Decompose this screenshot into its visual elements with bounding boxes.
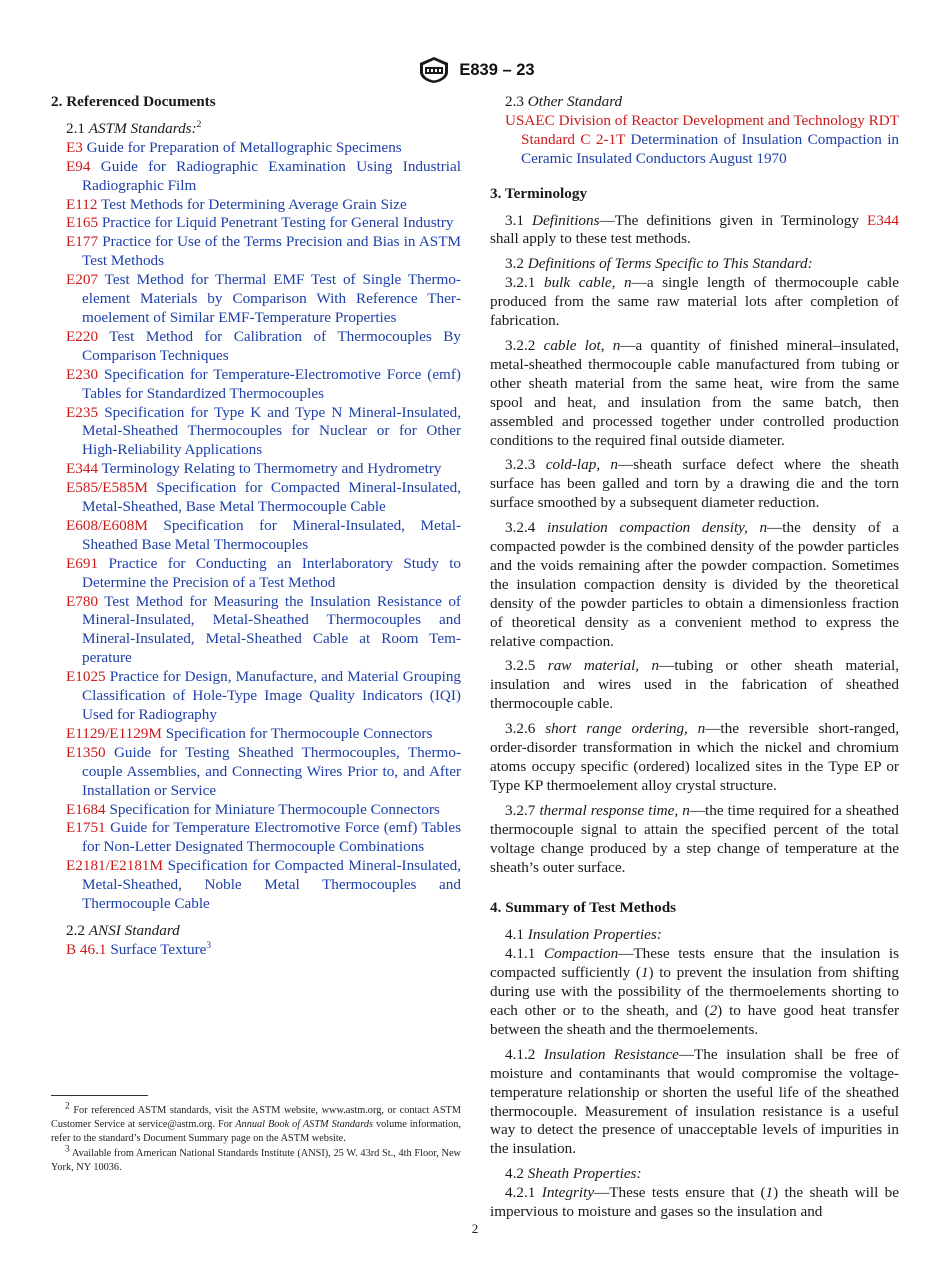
paragraph-3-2 [490,255,899,274]
reference-code-link[interactable]: E344 [866,211,900,229]
subsection-title: Other Standard [527,93,623,110]
reference-title-link[interactable]: Guide for Testing Sheathed Thermocouples, Thermocouple Assemblies, and Connecting Wires Prior to, and After Installation or Service [82,743,461,799]
paragraph-text: —The definitions given in Terminology [599,211,859,229]
footnote-text: volume information, refer to the standard’s Document Summary page on the ASTM website. [51,1119,461,1145]
paragraph-number: 3.2 [505,255,524,273]
list-marker: 1 [765,1184,774,1202]
reference-code-link[interactable]: E1684 [66,800,106,818]
paragraph-number: 3.2.2 [505,336,536,354]
footnote-ref: 3 [206,940,212,951]
footnote-divider [51,1095,148,1096]
reference-item [51,404,461,461]
paragraph-number: 3.2.1 [505,274,536,292]
footnote-2 [51,1101,461,1147]
paragraph-4-2 [490,1165,899,1184]
paragraph-text: —These tests ensure that the insulation is compacted sufficiently ( [490,945,900,982]
definition-paragraph [490,802,899,878]
reference-title-link[interactable]: Specification for Miniature Thermocouple Connectors [109,800,440,818]
page-header [0,56,950,84]
definition-term: insulation compaction density, n [547,519,768,537]
definition-text: —a quantity of finished mineral–insulated, metal-sheathed thermocouple cable manufactured from tubing or other sheath material from the same heat, wire from the same spool and heat, and insulation from the same batch, then assembled and processed together under controlled production conditions to the required final outside diameter. [490,336,899,449]
reference-item [51,479,461,517]
reference-item [51,819,461,857]
paragraph-number: 3.2.3 [505,456,536,474]
reference-item [51,744,461,801]
reference-title-link[interactable]: Test Methods for Determining Average Grain Size [101,195,407,213]
reference-code-link[interactable]: E94 [66,157,91,175]
reference-code-link[interactable]: USAEC Division of Reactor Development and Technology RDT Standard C 2-1T [505,111,899,148]
paragraph-text: ) to have good heat transfer between the sheath and the thermoelements. [490,1001,900,1038]
reference-title-link[interactable]: Specification for Type K and Type N Mineral-Insulated, Metal-Sheathed Thermocouples for Nuclear or for Other High-Reliability Applications [82,403,462,459]
paragraph-number: 3.1 [505,211,524,229]
footnotes [51,1101,461,1175]
paragraph-text: —These tests ensure that ( [594,1184,766,1202]
definition-paragraph [490,720,899,796]
definition-paragraph [490,337,899,450]
footnote-italic: Annual Book of ASTM Standards [235,1119,373,1131]
reference-title-link[interactable]: Practice for Use of the Terms Precision and Bias in ASTM Test Methods [82,233,462,270]
reference-item [51,555,461,593]
footnote-text: Available from American National Standards Institute (ANSI), 25 W. 43rd St., 4th Floor, New York, NY 10036. [51,1147,461,1173]
definition-term: cold-lap, n [545,456,619,474]
paragraph-term: Compaction [543,945,619,963]
section-heading-summary: 4. Summary of Test Methods [490,899,677,917]
definition-term: bulk cable, n [543,274,632,292]
subsection-number: 2.2 [66,921,85,939]
reference-title-link[interactable]: Practice for Conducting an Interlaboratory Study to Determine the Precision of a Test Method [82,554,462,591]
reference-code-link[interactable]: E344 [66,460,99,478]
reference-item [51,517,461,555]
reference-item [51,857,461,914]
astm-logo-icon [415,56,453,84]
paragraph-number: 4.1.2 [505,1045,536,1063]
reference-code-link[interactable]: B 46.1 [66,940,107,958]
reference-code-link[interactable]: E585/E585M [66,479,148,497]
reference-title-link[interactable]: Guide for Radiographic Examination Using Industrial Radiographic Film [82,157,461,194]
reference-code-link[interactable]: E207 [66,271,99,289]
reference-item [51,214,461,233]
reference-code-link[interactable]: E1129/E1129M [66,724,162,742]
paragraph-number: 3.2.5 [505,657,536,675]
footnote-ref: 2 [196,119,202,130]
subsection-number: 2.3 [505,93,524,110]
paragraph-4-1-1 [490,945,899,1040]
footnote-mark: 2 [65,1101,70,1112]
reference-title-link[interactable]: Specification for Temperature-Electromotive Force (emf) Tables for Standardized Thermocouples [82,365,461,402]
paragraph-number: 3.2.4 [505,519,536,537]
paragraph-number: 4.2 [505,1165,524,1183]
reference-item [51,801,461,820]
paragraph-number: 4.2.1 [505,1184,536,1202]
footnote-text: For referenced ASTM standards, visit the ASTM website, www.astm.org, or contact ASTM Customer Service at service@astm.org. For [51,1105,461,1131]
definition-paragraph [490,456,899,513]
reference-title-link[interactable]: Test Method for Thermal EMF Test of Single Thermoelement Materials by Comparison With Reference Thermoelement of Similar EMF-Temperature Properties [82,271,461,326]
reference-item [51,593,461,669]
reference-code-link[interactable]: E3 [66,138,83,156]
paragraph-number: 3.2.7 [505,801,536,819]
standard-designation: E839 – 23 [459,60,535,79]
reference-code-link[interactable]: E608/E608M [66,516,148,534]
reference-title-link[interactable]: Test Method for Calibration of Thermocouples By Comparison Techniques [82,327,461,364]
page-number: 2 [471,1221,479,1236]
paragraph-title: Sheath Properties: [527,1165,642,1183]
reference-code-link[interactable]: E780 [66,592,99,610]
definition-term: thermal response time, n [539,801,690,819]
paragraph-text: ) the sheath will be impervious to moisture and gases so the insulation and [490,1184,900,1221]
subsection-number: 2.1 [66,119,85,137]
reference-code-link[interactable]: E1025 [66,668,106,686]
reference-item [51,328,461,366]
paragraph-title: Insulation Properties: [527,926,662,944]
paragraph-term: Definitions [532,211,600,229]
subsection-2-1 [51,120,461,139]
reference-title-link[interactable]: Specification for Compacted Mineral-Insulated, Metal-Sheathed, Base Metal Thermocouple Cable [82,479,461,516]
reference-title-link[interactable]: Determination of Insulation Compaction in Ceramic Insulated Conductors August 1970 [521,130,900,167]
footnote-3 [51,1144,461,1175]
paragraph-4-1-2 [490,1046,899,1159]
reference-title-link[interactable]: Test Method for Measuring the Insulation Resistance of Mineral-Insulated, Metal-Sheathed Thermocouples and Mineral-Insulated, Metal-Sheathed Cable at Room Temperature [82,592,461,667]
reference-item [51,668,461,725]
reference-title-link[interactable]: Practice for Liquid Penetrant Testing for General Industry [101,214,454,232]
reference-title-link[interactable]: Terminology Relating to Thermometry and Hydrometry [101,460,442,478]
reference-code-link[interactable]: E1751 [66,819,106,837]
reference-item-ansi [51,941,461,960]
right-column [490,93,899,1228]
reference-code-link[interactable]: E112 [66,195,98,213]
reference-code-link[interactable]: E165 [66,214,99,232]
reference-code-link[interactable]: E691 [66,554,99,572]
paragraph-number: 3.2.6 [505,720,536,738]
reference-code-link[interactable]: E235 [66,403,99,421]
definition-paragraph [490,274,899,331]
paragraph-number: 4.1 [505,926,524,944]
definition-text: —the density of a compacted powder is the combined density of the powder particles and the voids remaining after the powder compaction. Sometimes the insulation compaction density is divided by the theoretical density of the powder particles to obtain a dimensionless fraction of theoretical density as a convenient method to express the relative compaction. [490,519,900,650]
definition-text: —sheath surface defect where the sheath surface has been galled and torn by a drawing die and the torn surface smoothed by a subsequent diameter reduction. [490,456,899,512]
paragraph-4-2-1 [490,1184,899,1222]
footnote-mark: 3 [65,1144,70,1155]
definition-text: —the time required for a sheathed thermocouple signal to attain the specified percent of the total voltage change produced by a step change of temperature at the sheath’s outer surface. [490,801,900,876]
list-marker: 2 [709,1001,718,1019]
subsection-2-2 [51,922,461,941]
paragraph-text: ) to prevent the insulation from shifting during use with the possibility of the thermoelements shorting to each other or to the sheath, and ( [490,964,899,1019]
definition-text: —a single length of thermocouple cable produced from the same raw material lots after completion of fabrication. [490,274,899,330]
paragraph-title: Definitions of Terms Specific to This Standard: [527,255,813,273]
reference-item [51,366,461,404]
reference-item-usaec [490,112,899,169]
reference-item [51,725,461,744]
reference-title-link[interactable]: Practice for Design, Manufacture, and Material Grouping Classification of Hole-Type Image Quality Indicators (IQI) Used for Radiography [82,668,462,723]
reference-item [51,139,461,158]
reference-title-link[interactable]: Specification for Mineral-Insulated, Metal-Sheathed Base Metal Thermocouples [82,516,462,553]
reference-code-link[interactable]: E220 [66,327,99,345]
reference-title-link[interactable]: Guide for Preparation of Metallographic Specimens [86,138,402,156]
paragraph-number: 4.1.1 [505,945,536,963]
definition-text: —tubing or other sheath material, insulation and wires used in the fabrication of sheathed thermocouple cable. [490,657,899,713]
reference-item [51,196,461,215]
definition-paragraph [490,657,899,714]
subsection-title: ANSI Standard [88,921,180,939]
subsection-title: ASTM Standards: [88,119,197,137]
reference-item [51,271,461,328]
definition-paragraph [490,519,899,651]
list-marker: 1 [640,964,649,982]
section-heading-terminology: 3. Terminology [490,184,588,202]
reference-item [51,158,461,196]
paragraph-term: Integrity [541,1184,595,1202]
paragraph-3-1 [490,212,899,250]
reference-item [51,233,461,271]
definition-list [490,274,899,877]
reference-title-link[interactable]: Specification for Compacted Mineral-Insulated, Metal-Sheathed, Noble Metal Thermocouples and Thermocouple Cable [82,857,461,913]
paragraph-term: Insulation Resistance [543,1045,679,1063]
left-column [51,93,461,960]
reference-code-link[interactable]: E230 [66,365,99,383]
definition-term: cable lot, n [543,336,621,354]
definition-term: short range ordering, n [545,720,706,738]
reference-code-link[interactable]: E177 [66,233,99,251]
paragraph-text: —The insulation shall be free of moisture and contaminants that would compromise the voltage-temperature relationship or shorten the useful life of the sheathed thermocouple. Measurement of insulation resistance is a useful way to detect the presence of unacceptable levels of impurities in the insulation. [490,1045,900,1158]
paragraph-4-1 [490,926,899,945]
subsection-2-3 [490,93,899,112]
section-heading-referenced-documents: 2. Referenced Documents [51,93,216,110]
reference-list [51,139,461,914]
reference-code-link[interactable]: E2181/E2181M [66,857,164,875]
definition-term: raw material, n [547,657,660,675]
reference-code-link[interactable]: E1350 [66,743,106,761]
reference-item [51,460,461,479]
definition-text: —the reversible short-ranged, order-disorder transformation in which the nickel and chromium atoms occupy specific (ordered) localized sites in the Type EP or Type KP thermoelement alloy crystal structure. [490,720,900,794]
reference-title-link[interactable]: Specification for Thermocouple Connectors [165,724,433,742]
reference-title-link[interactable]: Guide for Temperature Electromotive Force (emf) Tables for Non-Letter Designated Thermocouple Combinations [82,819,461,856]
reference-title-link[interactable]: Surface Texture [110,940,207,958]
paragraph-text: shall apply to these test methods. [490,230,691,248]
